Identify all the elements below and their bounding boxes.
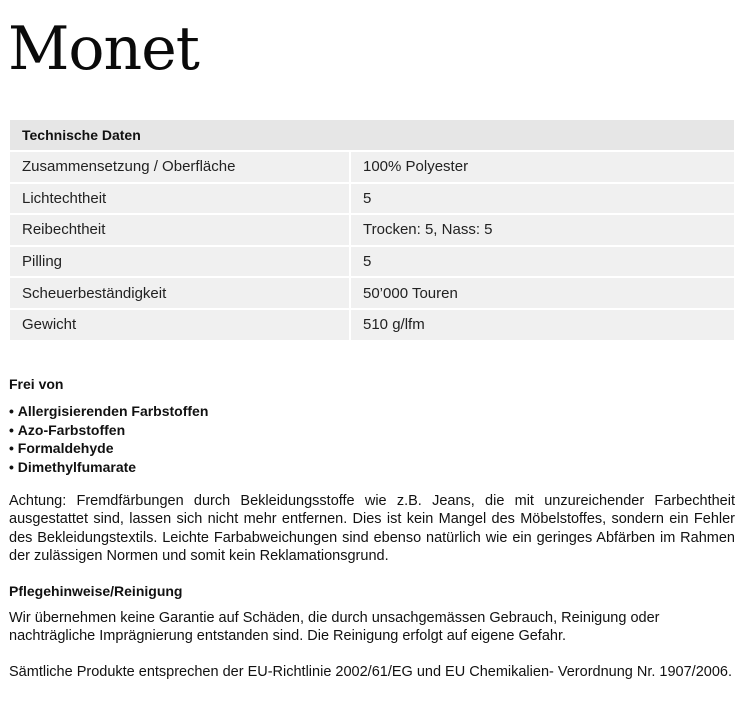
list-item: • Allergisierenden Farbstoffen xyxy=(9,402,208,421)
care-text: Wir übernehmen keine Garantie auf Schäden, die durch unsachgemässen Gebrauch, Reinigung oder nachträgliche Imprägnierung entstanden sind. Die Reinigung erfolgt auf eigene Gefahr. xyxy=(9,610,660,645)
spec-value: 100% Polyester xyxy=(351,150,734,182)
spec-label: Gewicht xyxy=(10,308,351,340)
table-row xyxy=(10,213,734,245)
spec-label: Pilling xyxy=(10,245,351,277)
spec-label: Zusammensetzung / Oberfläche xyxy=(10,150,351,182)
list-item: • Formaldehyde xyxy=(9,439,208,458)
spec-value: 5 xyxy=(351,245,734,277)
free-from-heading: Frei von xyxy=(9,376,64,392)
table-row xyxy=(10,308,734,340)
care-heading: Pflegehinweise/Reinigung xyxy=(9,583,183,599)
spec-label: Lichtechtheit xyxy=(10,182,351,214)
spec-value: 510 g/lfm xyxy=(351,308,734,340)
compliance-text: Sämtliche Produkte entsprechen der EU-Richtlinie 2002/61/EG und EU Chemikalien- Verordnung Nr. 1907/2006. xyxy=(9,664,732,680)
table-header-row xyxy=(10,120,734,150)
free-from-list xyxy=(9,402,208,476)
spec-value: 5 xyxy=(351,182,734,214)
spec-label: Scheuerbeständigkeit xyxy=(10,276,351,308)
spec-value: Trocken: 5, Nass: 5 xyxy=(351,213,734,245)
color-transfer-notice: Achtung: Fremdfärbungen durch Bekleidungsstoffe wie z.B. Jeans, die mit unzureichender Farbechtheit ausgestattet sind, lassen sich nicht mehr entfernen. Dies ist kein Mangel des Möbelstoffes, sondern ein Fehler des Bekleidungstextils. Leichte Farbabweichungen sind ebenso natürlich wie ein geringes Abfärben im Rahmen der zulässigen Normen und somit kein Reklamationsgrund. xyxy=(9,493,735,564)
table-row xyxy=(10,150,734,182)
spec-label: Reibechtheit xyxy=(10,213,351,245)
technical-data-table xyxy=(10,120,734,340)
product-title: Monet xyxy=(8,14,199,84)
list-item: • Azo-Farbstoffen xyxy=(9,421,208,440)
table-row xyxy=(10,182,734,214)
table-row xyxy=(10,276,734,308)
spec-value: 50’000 Touren xyxy=(351,276,734,308)
list-item: • Dimethylfumarate xyxy=(9,458,208,477)
technical-data-heading: Technische Daten xyxy=(10,120,734,150)
table-row xyxy=(10,245,734,277)
